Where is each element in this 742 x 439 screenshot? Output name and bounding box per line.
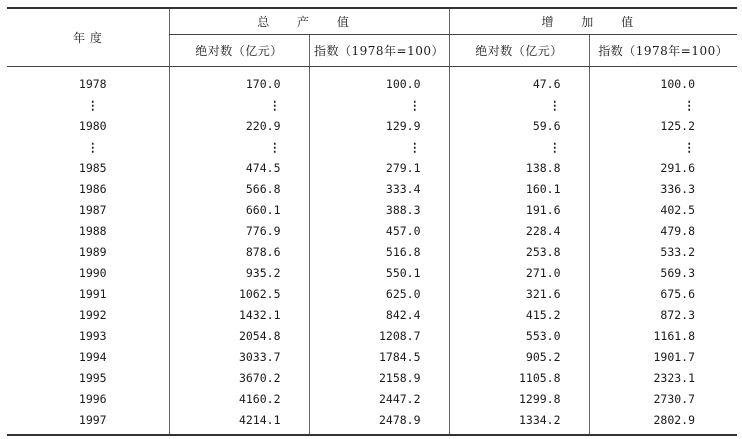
gross-absolute-cell: 878.6 — [169, 241, 309, 262]
gross-absolute-cell: 3670.2 — [169, 367, 309, 388]
gross-absolute-cell: 3033.7 — [169, 346, 309, 367]
year-cell: 1997 — [7, 409, 169, 435]
added-absolute-cell: ⋮ — [449, 94, 589, 115]
added-absolute-cell: ⋮ — [449, 136, 589, 157]
gross-index-cell: 2447.2 — [309, 388, 449, 409]
table-row — [7, 325, 737, 346]
added-index-cell: 291.6 — [589, 157, 737, 178]
added-index-cell: 402.5 — [589, 199, 737, 220]
subheader-gross-index: 指数（1978年=100） — [309, 35, 449, 67]
gross-index-cell: ⋮ — [309, 94, 449, 115]
gross-absolute-cell: 1432.1 — [169, 304, 309, 325]
year-cell: 1985 — [78, 160, 107, 175]
subheader-added-index: 指数（1978年=100） — [589, 35, 737, 67]
gross-absolute-cell: 1062.5 — [169, 283, 309, 304]
value-added-group-header: 增 加 值 — [449, 8, 737, 35]
added-absolute-cell: 553.0 — [449, 325, 589, 346]
added-index-cell: ⋮ — [589, 94, 737, 115]
statistics-table — [7, 7, 737, 436]
gross-absolute-cell: ⋮ — [169, 136, 309, 157]
gross-index-cell: 550.1 — [309, 262, 449, 283]
added-absolute-cell: 138.8 — [449, 157, 589, 178]
year-cell: 1986 — [78, 181, 107, 196]
table-header-row — [7, 8, 737, 35]
gross-index-cell: 279.1 — [309, 157, 449, 178]
table-row — [7, 220, 737, 241]
table-row — [7, 388, 737, 409]
gross-absolute-cell: 220.9 — [169, 115, 309, 136]
table-row — [7, 67, 737, 95]
gross-index-cell: 516.8 — [309, 241, 449, 262]
gross-index-cell: 1208.7 — [309, 325, 449, 346]
gross-index-cell: 333.4 — [309, 178, 449, 199]
table-row — [7, 367, 737, 388]
gross-absolute-cell: 4214.1 — [169, 409, 309, 435]
table-row — [7, 283, 737, 304]
added-absolute-cell: 59.6 — [449, 115, 589, 136]
year-cell: ⋮ — [87, 139, 99, 154]
gross-index-cell: 842.4 — [309, 304, 449, 325]
table-row — [7, 136, 737, 157]
table-row — [7, 262, 737, 283]
gross-absolute-cell: 776.9 — [169, 220, 309, 241]
gross-output-group-header: 总 产 值 — [169, 8, 449, 35]
added-absolute-cell: 415.2 — [449, 304, 589, 325]
added-index-cell: 2730.7 — [589, 388, 737, 409]
gross-absolute-cell: ⋮ — [169, 94, 309, 115]
gross-absolute-cell: 4160.2 — [169, 388, 309, 409]
added-index-cell: 2802.9 — [589, 409, 737, 435]
gross-index-cell: 1784.5 — [309, 346, 449, 367]
table-row — [7, 178, 737, 199]
added-absolute-cell: 191.6 — [449, 199, 589, 220]
added-index-cell: 1161.8 — [589, 325, 737, 346]
table-row — [7, 199, 737, 220]
year-cell: 1988 — [78, 223, 107, 238]
gross-index-cell: 457.0 — [309, 220, 449, 241]
year-cell: 1987 — [78, 202, 107, 217]
gross-index-cell: ⋮ — [309, 136, 449, 157]
table-row — [7, 304, 737, 325]
year-cell: 1980 — [78, 118, 107, 133]
table-row — [7, 241, 737, 262]
table-row — [7, 409, 737, 435]
table-body — [7, 67, 737, 436]
added-absolute-cell: 253.8 — [449, 241, 589, 262]
year-cell: 1989 — [78, 244, 107, 259]
gross-absolute-cell: 474.5 — [169, 157, 309, 178]
added-index-cell: 1901.7 — [589, 346, 737, 367]
gross-absolute-cell: 566.8 — [169, 178, 309, 199]
added-absolute-cell: 1105.8 — [449, 367, 589, 388]
added-index-cell: 125.2 — [589, 115, 737, 136]
year-cell: 1996 — [78, 391, 107, 406]
year-cell: ⋮ — [87, 97, 99, 112]
table-row — [7, 157, 737, 178]
year-cell: 1978 — [78, 76, 107, 91]
gross-index-cell: 625.0 — [309, 283, 449, 304]
added-index-cell: ⋮ — [589, 136, 737, 157]
added-absolute-cell: 1299.8 — [449, 388, 589, 409]
gross-absolute-cell: 935.2 — [169, 262, 309, 283]
year-cell: 1993 — [78, 328, 107, 343]
table-row — [7, 115, 737, 136]
table-row — [7, 94, 737, 115]
subheader-gross-absolute: 绝对数（亿元） — [169, 35, 309, 67]
gross-absolute-cell: 170.0 — [169, 67, 309, 95]
gross-index-cell: 129.9 — [309, 115, 449, 136]
gross-index-cell: 100.0 — [309, 67, 449, 95]
year-cell: 1992 — [78, 307, 107, 322]
year-column-header: 年 度 — [7, 8, 169, 67]
gross-absolute-cell: 2054.8 — [169, 325, 309, 346]
year-cell: 1995 — [78, 370, 107, 385]
added-absolute-cell: 905.2 — [449, 346, 589, 367]
added-index-cell: 675.6 — [589, 283, 737, 304]
added-absolute-cell: 47.6 — [449, 67, 589, 95]
added-index-cell: 872.3 — [589, 304, 737, 325]
added-index-cell: 479.8 — [589, 220, 737, 241]
added-index-cell: 569.3 — [589, 262, 737, 283]
year-cell: 1990 — [78, 265, 107, 280]
added-absolute-cell: 321.6 — [449, 283, 589, 304]
added-index-cell: 336.3 — [589, 178, 737, 199]
added-index-cell: 100.0 — [589, 67, 737, 95]
gross-index-cell: 2158.9 — [309, 367, 449, 388]
added-index-cell: 2323.1 — [589, 367, 737, 388]
year-cell: 1994 — [78, 349, 107, 364]
added-absolute-cell: 228.4 — [449, 220, 589, 241]
added-absolute-cell: 160.1 — [449, 178, 589, 199]
added-index-cell: 533.2 — [589, 241, 737, 262]
gross-absolute-cell: 660.1 — [169, 199, 309, 220]
table-row — [7, 346, 737, 367]
gross-index-cell: 388.3 — [309, 199, 449, 220]
year-cell: 1991 — [78, 286, 107, 301]
added-absolute-cell: 1334.2 — [449, 409, 589, 435]
added-absolute-cell: 271.0 — [449, 262, 589, 283]
subheader-added-absolute: 绝对数（亿元） — [449, 35, 589, 67]
gross-index-cell: 2478.9 — [309, 409, 449, 435]
